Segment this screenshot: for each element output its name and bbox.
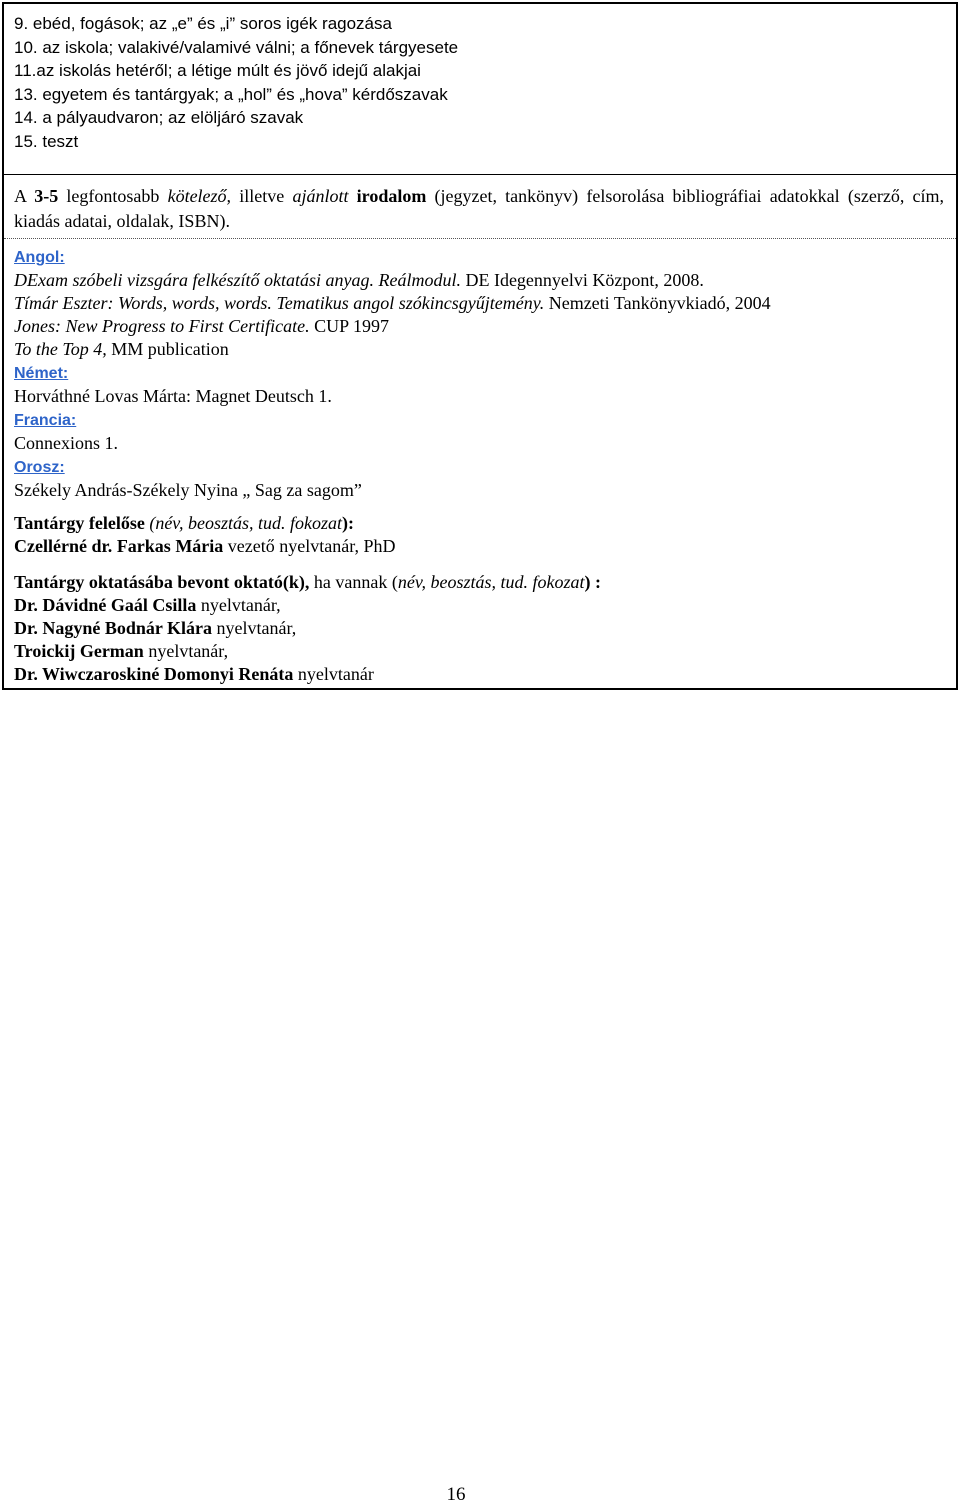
english-heading: Angol: (14, 249, 65, 266)
person-role: vezető nyelvtanár, PhD (223, 536, 396, 556)
literature-item (14, 315, 944, 338)
teacher-item (14, 640, 944, 663)
person-role: nyelvtanár, (143, 641, 229, 661)
course-table (2, 2, 958, 690)
teacher-item (14, 594, 944, 617)
label-text: ha vannak ( (309, 572, 398, 592)
literature-item: Székely András-Székely Nyina „ Sag za sagom” (14, 480, 362, 500)
literature-item (14, 338, 944, 361)
book-publisher: MM publication (106, 339, 229, 359)
req-text: A (14, 186, 35, 206)
literature-item: Horváthné Lovas Márta: Magnet Deutsch 1. (14, 386, 332, 406)
literature-item (14, 269, 944, 292)
label-text: (név, beosztás, tud. fokozat (144, 513, 342, 533)
person-name: Dr. Dávidné Gaál Csilla (14, 595, 197, 615)
person-role: nyelvtanár, (196, 595, 281, 615)
topic-item: 9. ebéd, fogások; az „e” és „i” soros igék ragozása (14, 14, 392, 33)
book-title: Tímár Eszter: Words, words, words. Tematikus angol szókincsgyűjtemény. (14, 293, 545, 313)
label-text: Tantárgy felelőse (14, 513, 145, 533)
literature-list (14, 245, 944, 502)
req-text: illetve (231, 186, 293, 206)
req-text: (jegyzet, tankönyv) felsorolása bibliográfiai adatokkal (szerző, cím, kiadás adatai, oldalak, ISBN). (14, 186, 945, 231)
page-number: 16 (446, 1484, 466, 1505)
teachers-label (14, 571, 944, 594)
teacher-item (14, 617, 944, 640)
label-text: ) : (584, 572, 601, 592)
responsible-label (14, 512, 944, 535)
book-publisher: Nemzeti Tankönyvkiadó, 2004 (544, 293, 771, 313)
responsible-section (14, 512, 944, 558)
teachers-section (14, 571, 944, 686)
topic-item: 13. egyetem és tantárgyak; a „hol” és „hova” kérdőszavak (14, 84, 448, 104)
topics-list (14, 12, 458, 153)
person-role: nyelvtanár, (212, 618, 297, 638)
literature-item: Connexions 1. (14, 433, 119, 453)
topics-cell (4, 4, 956, 175)
book-title: Jones: New Progress to First Certificate. (14, 316, 310, 336)
german-heading: Német: (14, 365, 69, 382)
topic-item: 14. a pályaudvaron; az elöljáró szavak (14, 108, 304, 127)
book-publisher: CUP 1997 (309, 316, 389, 336)
book-title: DExam szóbeli vizsgára felkészítő oktatási anyag. Reálmodul. (14, 270, 461, 290)
req-text: legfontosabb (58, 186, 168, 206)
req-text (348, 186, 356, 206)
label-text: név, beosztás, tud. fokozat (397, 572, 585, 592)
responsible-person (14, 535, 944, 558)
req-recommended: ajánlott (292, 186, 349, 206)
french-heading: Francia: (14, 412, 77, 429)
person-name: Czellérné dr. (14, 536, 113, 556)
label-text: ): (341, 513, 354, 533)
req-mandatory: kötelező, (167, 186, 232, 206)
dotted-divider (4, 238, 956, 239)
topic-item: 11.az iskolás hetéről; a létige múlt és jövő idejű alakjai (14, 61, 421, 80)
book-publisher: DE Idegennyelvi Központ, 2008. (460, 270, 704, 290)
topic-item: 15. teszt (14, 131, 79, 151)
label-text: Tantárgy oktatásába bevont oktató(k), (14, 572, 310, 592)
person-name: Dr. Nagyné Bodnár Klára (14, 618, 213, 638)
person-name: Troickij German (14, 641, 144, 661)
person-role: nyelvtanár (293, 664, 374, 684)
req-literature: irodalom (356, 186, 427, 206)
literature-item (14, 292, 944, 315)
req-count: 3-5 (34, 186, 59, 206)
russian-heading: Orosz: (14, 459, 65, 476)
person-name: Dr. Wiwczaroskiné Domonyi Renáta (14, 664, 294, 684)
literature-requirement (14, 184, 944, 234)
person-name: Farkas Mária (112, 536, 224, 556)
topic-item: 10. az iskola; valakivé/valamivé válni; a főnevek tárgyesete (14, 37, 459, 57)
book-title: To the Top 4, (14, 339, 107, 359)
teacher-item (14, 663, 944, 686)
